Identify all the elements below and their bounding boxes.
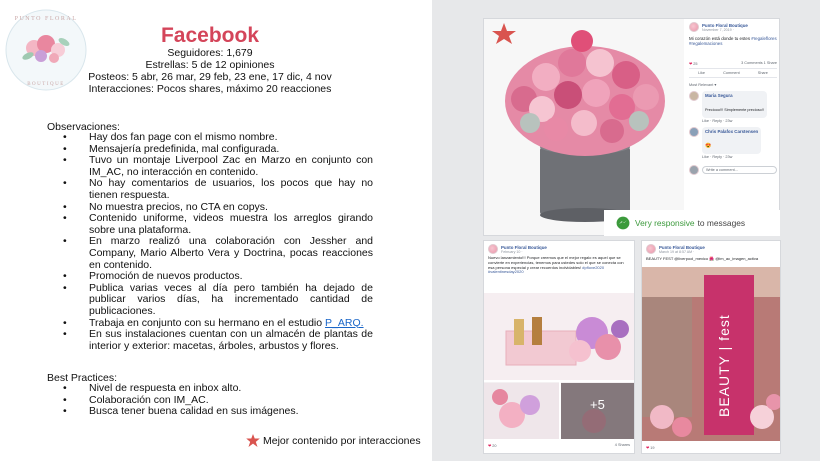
reaction-count[interactable]: ❤ 19 — [646, 446, 655, 450]
like-button[interactable]: Like — [698, 70, 706, 75]
responsive-suffix: to messages — [697, 218, 746, 228]
post-date[interactable]: March 19 at 8:57 AM · — [659, 249, 695, 254]
observation-item: • No muestra precios, no CTA en copys. — [47, 202, 373, 214]
followers-stat: Seguidores: 1,679 — [167, 47, 253, 59]
post-hashtags[interactable]: #pflove2020 #valentinesday2020 — [488, 264, 605, 275]
messenger-icon — [616, 216, 630, 230]
post-hashtags[interactable]: #regaleflores #regalemaciones — [689, 36, 777, 47]
comment-input[interactable]: Write a comment... — [702, 166, 777, 174]
page-name[interactable]: Punto Floral Boutique — [702, 22, 748, 28]
page-name[interactable]: Punto Floral Boutique — [659, 244, 705, 250]
facebook-post-beauty-fest — [641, 240, 781, 454]
observation-item: • Contenido uniforme, videos muestra los arreglos girando sobre una plataforma. — [47, 213, 373, 236]
user-avatar — [689, 165, 699, 175]
beauty-fest-photo — [642, 267, 781, 441]
facebook-post-valentines — [483, 240, 635, 454]
observation-item: • En marzo realizó una colaboración con Jessher and Company, Mario Alberto Vera y Doctrina, pocas reacciones en contenido. — [47, 236, 373, 271]
observation-item: • Mensajería predefinida, mal configurada. — [47, 144, 373, 156]
page-avatar[interactable] — [689, 22, 699, 32]
best-practice-item: • Nivel de respuesta en inbox alto. — [47, 383, 373, 395]
p-arq-link[interactable]: P_ARQ. — [325, 316, 364, 329]
star-icon — [246, 434, 260, 447]
observations-heading: Observaciones: — [47, 121, 120, 133]
observation-item: • Hay dos fan page con el mismo nombre. — [47, 132, 373, 144]
post-details — [685, 19, 780, 236]
facebook-post-featured — [483, 18, 780, 236]
reaction-count[interactable]: ❤ 25 — [689, 61, 698, 66]
post-text: Mi corazón está donde tu estes #regaleflores #regalemaciones — [689, 36, 777, 47]
share-button[interactable]: Share — [757, 70, 768, 75]
commenter-avatar[interactable] — [689, 91, 699, 101]
flower-box-photo — [484, 19, 684, 236]
best-practices-list — [47, 383, 373, 418]
punto-floral-logo — [4, 8, 88, 92]
observation-item: • Tuvo un montaje Liverpool Zac en Marzo en conjunto con IM_AC, no interacción en contenido. — [47, 155, 373, 178]
observation-text: Trabaja en conjunto con su hermano en el estudio — [89, 316, 323, 329]
observation-item: • No hay comentarios de usuarios, los pocos que hay no tienen respuesta. — [47, 178, 373, 201]
observations-list — [47, 132, 373, 352]
logo-text: PUNTO FLORAL — [14, 16, 78, 22]
comment-text: Preciooo!!! Simplemente precioso!! — [705, 107, 764, 112]
best-practice-item: • Colaboración con IM_AC. — [47, 395, 373, 407]
comment-meta[interactable]: Like · Reply · 23w — [702, 154, 733, 159]
comment-button[interactable]: Comment — [723, 70, 740, 75]
posts-stat: Posteos: 5 abr, 26 mar, 29 feb, 23 ene, 17 dic, 4 nov — [88, 71, 332, 83]
page-avatar[interactable] — [646, 244, 656, 254]
responsive-label: Very responsive — [635, 218, 695, 228]
commenter-name[interactable]: Maria Segura — [705, 92, 733, 98]
commenter-avatar[interactable] — [689, 127, 699, 137]
post-text: Nuevo lanzamiento!!! Porque creemos que el mejor regalo es aquel que se convierte en experiencias, tenemos para ustedes solo el que se conecta con esa persona especial y crear recuerdos inolvidables! #pflove2020 #valentinesday2020 — [488, 255, 624, 275]
more-photos-count[interactable]: +5 — [590, 397, 605, 412]
comment-sort[interactable]: Most Relevant ▾ — [689, 82, 717, 87]
logo-subtext: BOUTIQUE — [27, 82, 65, 87]
observation-item: • Promoción de nuevos productos. — [47, 271, 373, 283]
stars-stat: Estrellas: 5 de 12 opiniones — [145, 59, 275, 71]
post-text: BEAUTY FEST @liverpool_mexico 🌺 @im_ac_imagen_activa — [646, 256, 759, 261]
best-practice-item: • Busca tener buena calidad en sus imágenes. — [47, 406, 373, 418]
post-date[interactable]: November 7, 2019 · — [702, 27, 734, 32]
comment-meta[interactable]: Like · Reply · 23w — [702, 118, 733, 123]
comment — [689, 91, 777, 118]
gift-box-photos — [484, 293, 635, 439]
post-date[interactable]: February 10 · — [501, 249, 523, 254]
comment-text: 😍 — [705, 142, 712, 149]
observation-item: • En sus instalaciones cuentan con un almacén de plantas de interior y exterior: macetas, árboles, arbustos y flores. — [47, 329, 373, 352]
page-name[interactable]: Punto Floral Boutique — [501, 244, 547, 250]
comment — [689, 127, 777, 154]
banner-text: BEAUTY | fest — [716, 314, 732, 417]
reaction-count[interactable]: ❤ 20 — [488, 444, 497, 448]
responsiveness-badge — [604, 210, 780, 236]
page-avatar[interactable] — [488, 244, 498, 254]
interactions-stat: Interacciones: Pocos shares, máximo 20 reacciones — [88, 83, 332, 95]
page-title: Facebook — [160, 24, 260, 47]
legend — [246, 434, 421, 447]
legend-label: Mejor contenido por interacciones — [263, 434, 421, 447]
commenter-name[interactable]: Chris Palafox Carstensen — [705, 128, 759, 134]
observation-item: • Publica varias veces al día pero también ha dejado de publicar varios días, ha incrementado cantidad de publicaciones. — [47, 283, 373, 318]
comments-shares-count[interactable]: 3 Comments 1 Share — [741, 60, 777, 65]
best-practices-heading: Best Practices: — [47, 372, 118, 384]
shares-count[interactable]: 4 Shares — [614, 443, 630, 447]
